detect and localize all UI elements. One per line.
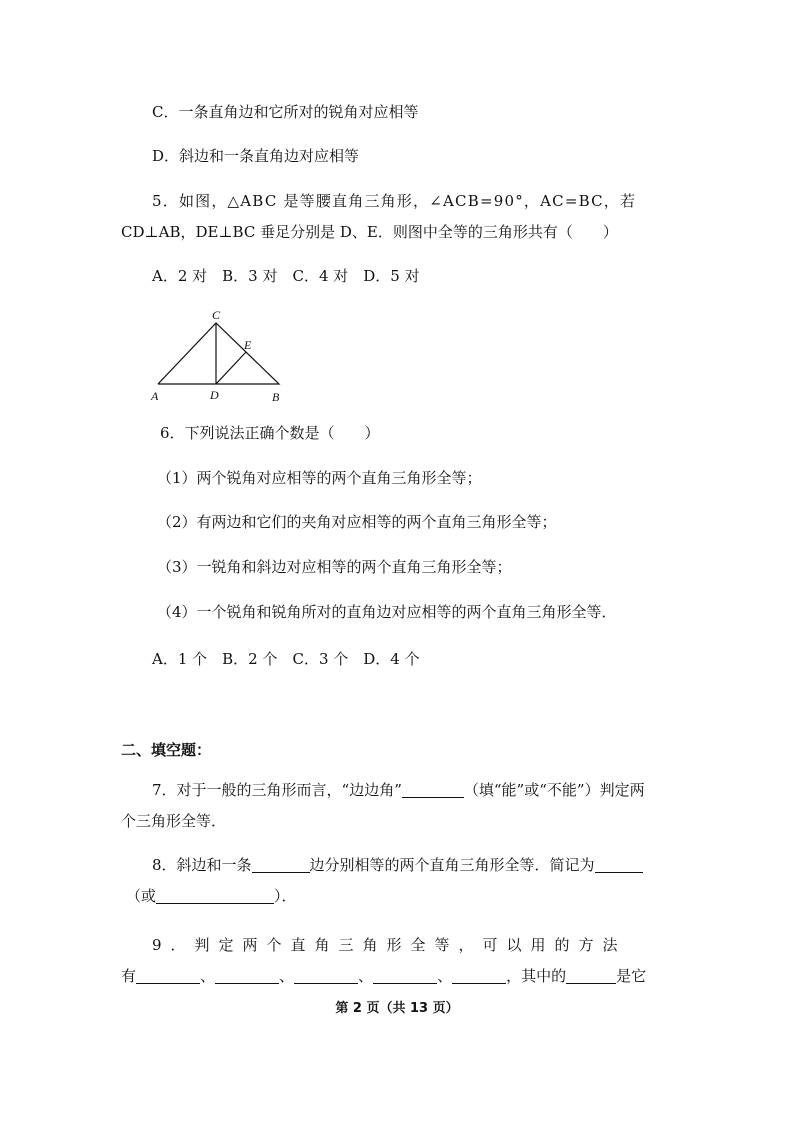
q5-stem-line1: 5．如图，△ABC 是等腰直角三角形，∠ACB=90°，AC=BC，若 <box>152 192 637 210</box>
q9-text-a: 有 <box>121 967 137 985</box>
q9-sep-3: 、 <box>358 967 374 985</box>
q9-line2 <box>121 967 646 985</box>
q6-options: A．1 个 B．2 个 C．3 个 D．4 个 <box>152 650 420 668</box>
q8-text-c: （或 <box>126 887 157 905</box>
q9-blank-5[interactable] <box>452 969 506 984</box>
q9-blank-1[interactable] <box>136 969 200 984</box>
label-c: C <box>212 308 221 322</box>
q6-statement-1: （1）两个锐角对应相等的两个直角三角形全等； <box>157 469 482 487</box>
q8-line1 <box>152 856 643 874</box>
q7-blank[interactable] <box>402 783 464 798</box>
q8-text-d: ）． <box>274 887 297 905</box>
q9-blank-3[interactable] <box>294 969 358 984</box>
label-e: E <box>244 338 252 352</box>
section-title: 二、填空题： <box>121 741 212 759</box>
q9-blank-6[interactable] <box>566 969 616 984</box>
q8-line2 <box>126 887 297 905</box>
q8-text-b: 边分别相等的两个直角三角形全等．简记为 <box>309 856 595 874</box>
page-footer: 第 2 页（共 13 页） <box>335 1001 459 1016</box>
q9-text-b: ，其中的 <box>506 967 567 985</box>
q4-option-c: C．一条直角边和它所对的锐角对应相等 <box>152 103 419 121</box>
q9-sep-1: 、 <box>200 967 216 985</box>
label-b: B <box>272 390 280 404</box>
q9-sep-2: 、 <box>279 967 295 985</box>
q8-blank-2[interactable] <box>595 858 643 873</box>
q7-text-a: 7．对于一般的三角形而言，“边边角” <box>152 781 402 799</box>
q7-text-b: （填“能”或“不能”）判定两 <box>463 781 645 799</box>
label-d: D <box>210 388 219 402</box>
q8-text-a: 8．斜边和一条 <box>152 856 252 874</box>
q9-blank-4[interactable] <box>373 969 437 984</box>
q9-sep-4: 、 <box>437 967 453 985</box>
triangle-outline <box>158 323 279 384</box>
triangle-figure <box>146 304 296 408</box>
q6-stem: 6．下列说法正确个数是（ ） <box>160 424 380 442</box>
q9-blank-2[interactable] <box>215 969 279 984</box>
q6-statement-4: （4）一个锐角和锐角所对的直角边对应相等的两个直角三角形全等． <box>157 603 617 621</box>
q7-line1 <box>152 781 645 799</box>
q6-statement-2: （2）有两边和它们的夹角对应相等的两个直角三角形全等； <box>157 513 557 531</box>
q9-line1: 9．判定两个直角三角形全等，可以用的方法 <box>152 936 627 954</box>
segment-de <box>216 352 246 384</box>
q4-option-d: D．斜边和一条直角边对应相等 <box>152 147 360 165</box>
q6-statement-3: （3）一锐角和斜边对应相等的两个直角三角形全等； <box>157 558 512 576</box>
q9-text-c: 是它 <box>616 967 647 985</box>
q5-options: A．2 对 B．3 对 C．4 对 D．5 对 <box>152 267 420 285</box>
q5-stem-line2: CD⊥AB，DE⊥BC 垂足分别是 D、E．则图中全等的三角形共有（ ） <box>121 223 618 241</box>
q7-line2: 个三角形全等． <box>121 812 227 830</box>
q8-blank-1[interactable] <box>252 858 310 873</box>
label-a: A <box>151 389 159 403</box>
q8-blank-3[interactable] <box>156 889 274 904</box>
